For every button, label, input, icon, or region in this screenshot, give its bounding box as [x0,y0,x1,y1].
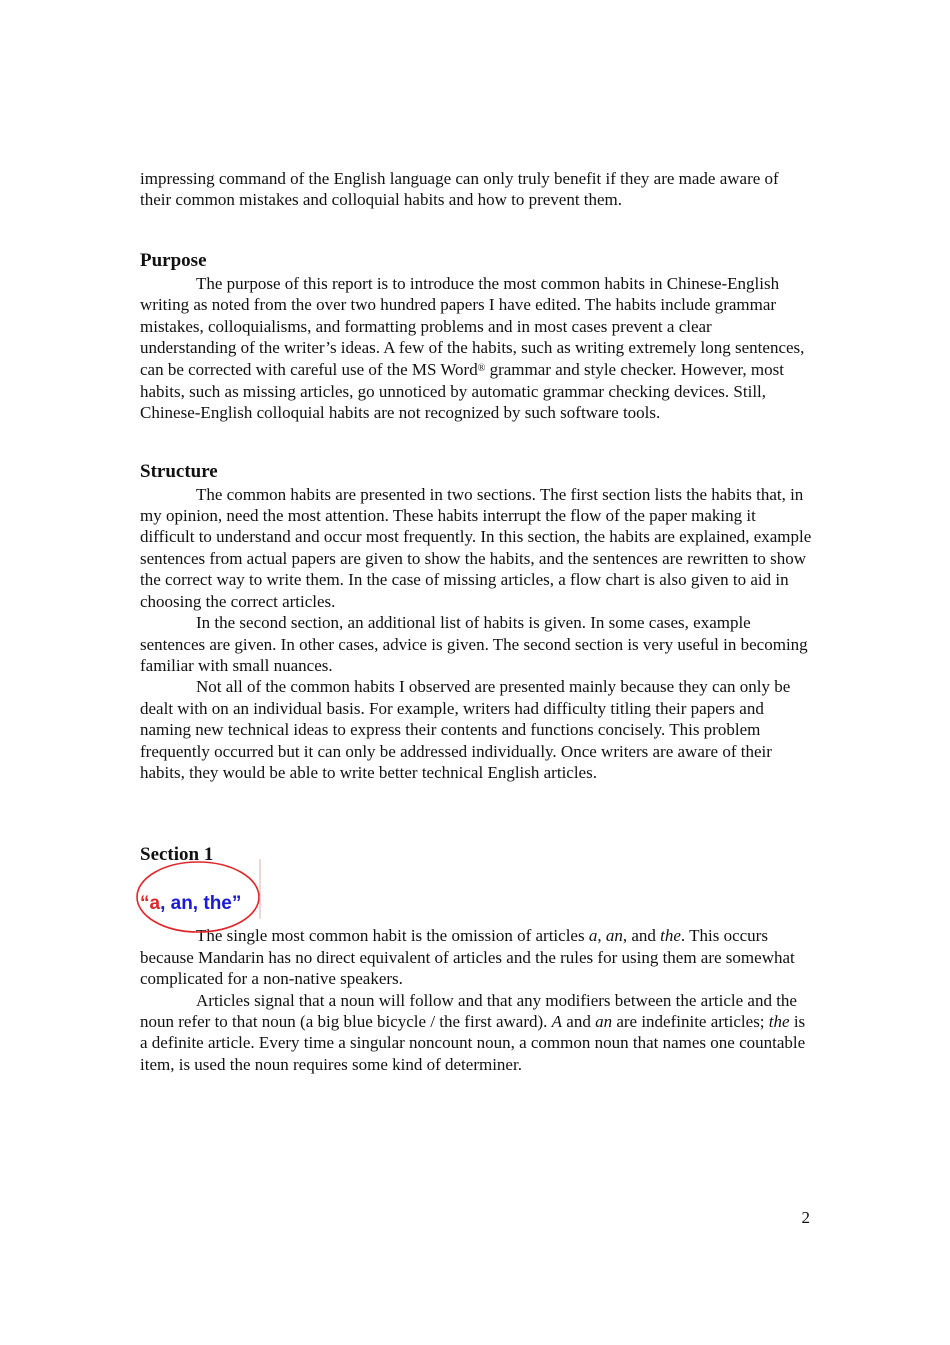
intro-continuation: impressing command of the English language can only truly benefit if they are made aware of their common mistakes and colloquial habits and how to prevent them. [140,169,779,210]
registered-mark: ® [477,363,486,375]
structure-paragraph-1: The common habits are presented in two sections. The first section lists the habits that, in my opinion, need the most attention. These habits interrupt the flow of the paper making it difficult to understand and occur most frequently. In this section, the habits are explained, example sentences from actual papers are given to show the habits, and the sentences are rewritten to show the correct way to write them. In the case of missing articles, a flow chart is also given to aid in choosing the correct articles. [140,484,812,611]
articles-paragraph-1: The single most common habit is the omission of articles a, an, and the. This occurs because Mandarin has no direct equivalent of articles and the rules for using them are somewhat complicated for a non-native speakers. [140,926,795,989]
articles-subheading [140,891,812,921]
structure-paragraph-2: In the second section, an additional list of habits is given. In some cases, example sentences are given. In other cases, advice is given. The second section is very useful in becoming familiar with small nuances. [140,613,808,675]
purpose-heading: Purpose [140,249,207,271]
structure-heading: Structure [140,460,218,482]
section1-heading: Section 1 [140,844,214,866]
articles-paragraph-2: Articles signal that a noun will follow and that any modifiers between the article and the noun refer to that noun (a big blue bicycle / the first award). A and an are indefinite articles; the is a definite article. Every time a singular noncount noun, a common noun that names one countable item, is used the noun requires some kind of determiner. [140,990,806,1074]
document-page [140,168,812,1075]
purpose-paragraph: The purpose of this report is to introduce the most common habits in Chinese-English writing as noted from the over two hundred papers I have edited. The habits include grammar mistakes, colloquialisms, and formatting problems and in most cases prevent a clear understanding of the writer’s ideas. A few of the habits, such as writing extremely long sentences, can be corrected with careful use of the MS Word® grammar and style checker. However, most habits, such as missing articles, go unnoticed by automatic grammar checking devices. Still, Chinese-English colloquial habits are not recognized by such software tools. [140,273,805,423]
page-number: 2 [801,1208,810,1227]
articles-title: “a, an, the” [140,893,242,915]
structure-paragraph-3: Not all of the common habits I observed are presented mainly because they can only be dealt with on an individual basis. For example, writers had difficulty titling their papers and naming new technical ideas to express their contents and functions concisely. This problem frequently occurred but it can only be addressed individually. Once writers are aware of their habits, they would be able to write better technical English articles. [140,677,791,782]
